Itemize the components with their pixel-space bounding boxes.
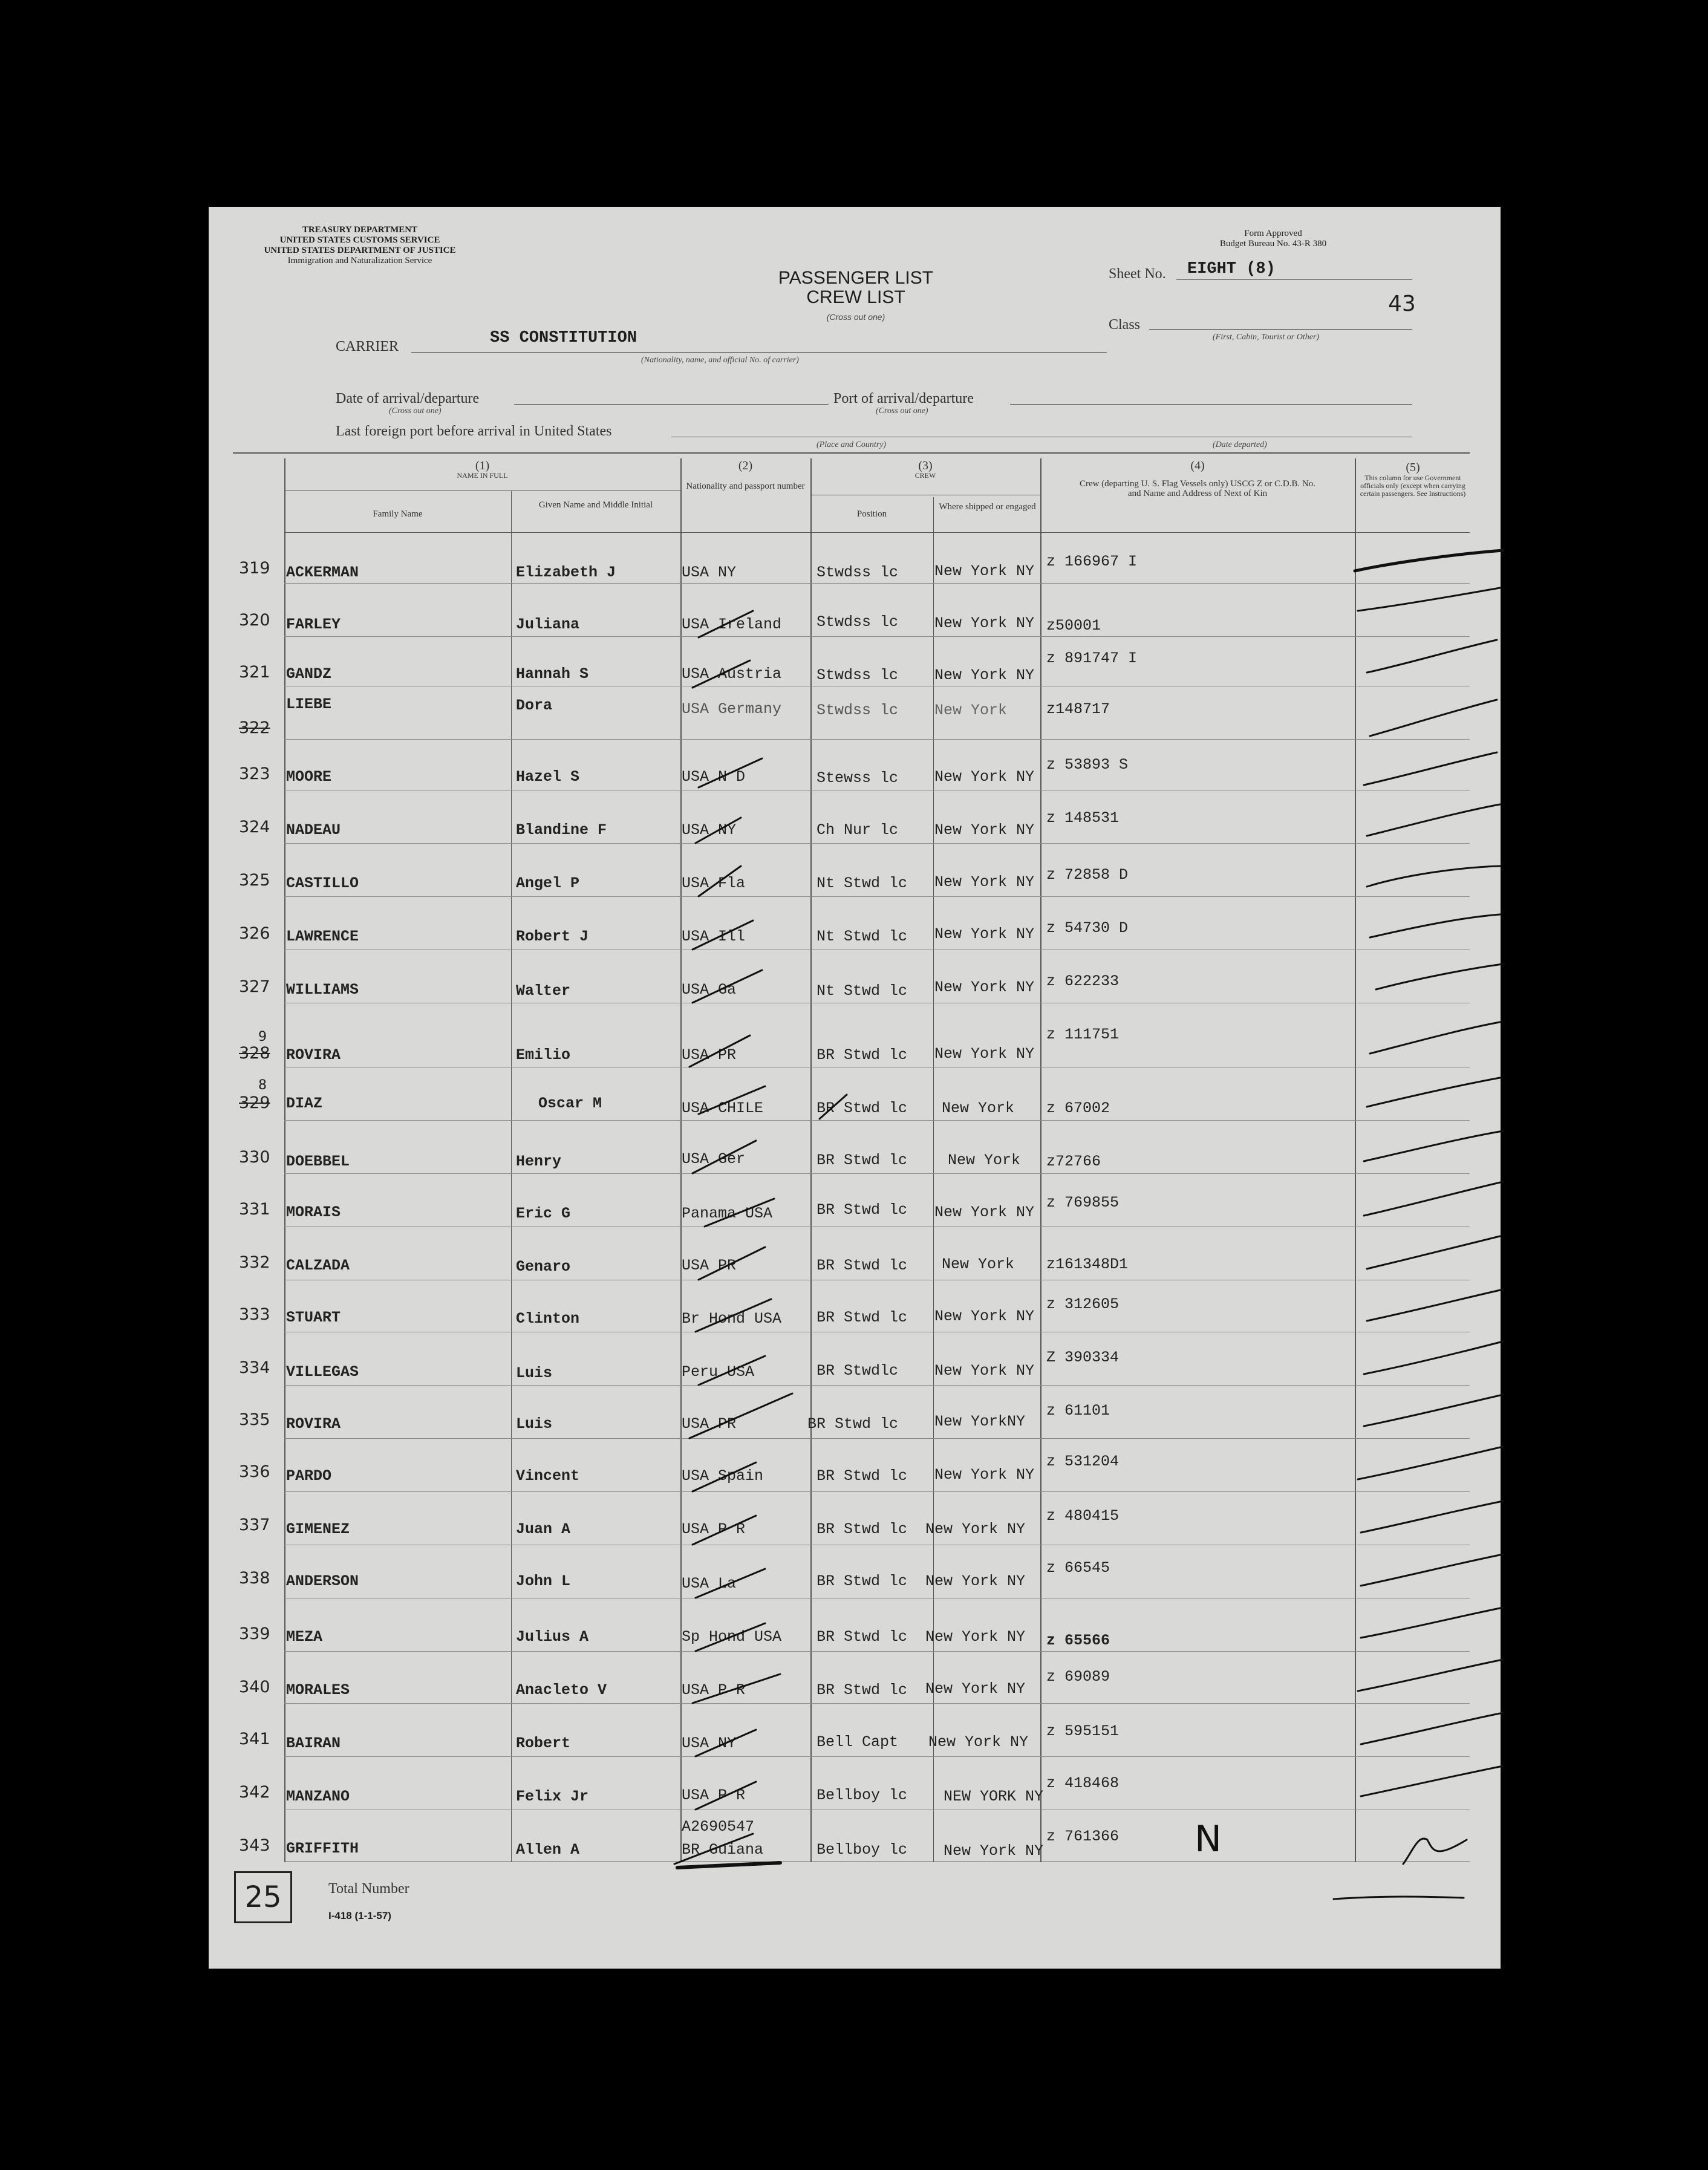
where-shipped: NEW YORK NY (944, 1788, 1044, 1805)
col4-title: Crew (departing U. S. Flag Vessels only) USCG Z or C.D.B. No. and Name and Address of Next of Kin (1079, 479, 1316, 498)
position: Stewss lc (817, 769, 899, 787)
where-shipped: New York NY (934, 666, 1035, 684)
position: Nt Stwd lc (817, 875, 908, 892)
col1-number: (1) (475, 459, 490, 472)
strike-mark (674, 1834, 753, 1864)
strike-mark (699, 1247, 765, 1280)
check-mark (1367, 1236, 1500, 1269)
family-name: BAIRAN (286, 1735, 341, 1752)
nationality: USA Fla (682, 875, 746, 892)
row-number: 332 (239, 1253, 270, 1272)
family-name: GIMENEZ (286, 1520, 350, 1538)
position: Nt Stwd lc (817, 928, 908, 945)
given-name: Dora (516, 697, 553, 714)
crew-number: z 65566 (1046, 1632, 1110, 1649)
nationality: USA Spain (682, 1467, 764, 1485)
family-name: CASTILLO (286, 875, 359, 892)
crew-number: z 166967 I (1046, 553, 1138, 570)
position: BR Stwd lc (817, 1201, 908, 1219)
title-note: (Cross out one) (826, 312, 885, 322)
strike-mark (699, 611, 753, 637)
check-mark (1364, 1131, 1503, 1161)
where-shipped: New York NY (934, 925, 1035, 943)
given-name: Hannah S (516, 665, 589, 683)
position: Stwdss lc (817, 564, 899, 581)
family-name: MEZA (286, 1628, 323, 1646)
position: BR Stwd lc (817, 1520, 908, 1538)
position: BR Stwd lc (817, 1572, 908, 1590)
where-shipped: New York (948, 1152, 1021, 1169)
crew-number: z72766 (1046, 1153, 1101, 1170)
col4-number: (4) (1190, 459, 1205, 472)
given-name: Henry (516, 1153, 562, 1170)
agency-line: Immigration and Naturalization Service (287, 256, 432, 266)
where-shipped: New York NY (934, 562, 1035, 580)
crew-number: z 66545 (1046, 1559, 1110, 1577)
row-number: 333 (239, 1305, 270, 1324)
agency-line: UNITED STATES DEPARTMENT OF JUSTICE (264, 246, 456, 255)
position: Stwdss lc (817, 613, 899, 631)
crew-number: z 761366 (1046, 1828, 1120, 1845)
row-number: 340 (239, 1678, 270, 1696)
family-name: LIEBE (286, 696, 332, 713)
row-number: 328 (239, 1044, 270, 1063)
where-shipped: New York NY (934, 979, 1035, 996)
position: Nt Stwd lc (817, 982, 908, 1000)
strike-mark (699, 1356, 765, 1385)
given-name: Robert J (516, 928, 589, 945)
strike-mark (705, 1199, 774, 1227)
family-name: ACKERMAN (286, 564, 359, 581)
row-number: 341 (239, 1730, 270, 1748)
last-port-label: Last foreign port before arrival in United States (336, 423, 612, 439)
row-number: 336 (239, 1462, 270, 1481)
family-name: PARDO (286, 1467, 332, 1485)
given-name: Allen A (516, 1841, 580, 1859)
given-name: Elizabeth J (516, 564, 616, 581)
family-name: LAWRENCE (286, 928, 359, 945)
crew-number: z50001 (1046, 617, 1101, 634)
passport-number: A2690547 (682, 1818, 755, 1836)
position: Stwdss lc (817, 702, 899, 719)
form-id: I-418 (1-1-57) (328, 1910, 391, 1921)
position: Bellboy lc (817, 1787, 908, 1804)
row-number: 323 (239, 764, 270, 783)
check-mark (1358, 1660, 1503, 1691)
crew-number: z 148531 (1046, 809, 1120, 827)
given-name: Julius A (516, 1628, 589, 1646)
strike-mark (699, 758, 762, 787)
check-mark (1364, 1182, 1503, 1216)
row-number: 324 (239, 818, 270, 836)
given-name: Oscar M (538, 1095, 602, 1112)
sheet-label: Sheet No. (1109, 266, 1166, 282)
family-name: ROVIRA (286, 1415, 341, 1433)
agency-line: UNITED STATES CUSTOMS SERVICE (279, 235, 440, 245)
row-number: 326 (239, 924, 270, 943)
document-page (209, 207, 1501, 1969)
family-name: GANDZ (286, 665, 332, 683)
position: Ch Nur lc (817, 821, 899, 839)
family-name: MOORE (286, 768, 332, 786)
where-shipped: New York NY (934, 1466, 1035, 1484)
nationality: USA N D (682, 768, 746, 786)
where-shipped: New York NY (934, 1045, 1035, 1063)
position: BR Stwd lc (817, 1152, 908, 1169)
strike-mark (699, 866, 741, 896)
where-shipped: New York NY (928, 1733, 1029, 1751)
strike-mark (693, 1674, 780, 1703)
position: Bell Capt (817, 1733, 899, 1751)
given-header-text: Given Name and Middle Initial (538, 500, 653, 510)
carrier-note: (Nationality, name, and official No. of carrier) (641, 356, 799, 365)
crew-number: z 480415 (1046, 1507, 1120, 1525)
where-shipped: New York NY (944, 1842, 1044, 1860)
nationality: USA P R (682, 1787, 746, 1804)
title-passenger-list: PASSENGER LIST (778, 268, 934, 288)
check-mark (1376, 964, 1503, 989)
given-name: Juliana (516, 616, 580, 633)
row-number: 338 (239, 1569, 270, 1588)
total-number-value: 25 (244, 1880, 282, 1914)
given-name: Angel P (516, 875, 580, 892)
date-label: Date of arrival/departure (336, 391, 480, 406)
check-mark (1367, 1289, 1503, 1321)
nationality-strike-marks (674, 611, 847, 1868)
where-shipped: New York (934, 702, 1008, 719)
nationality: USA PR (682, 1415, 737, 1433)
crew-number: z161348D1 (1046, 1256, 1129, 1273)
row-renumber: 9 (258, 1029, 267, 1044)
nationality: USA Austria (682, 665, 782, 683)
check-mark (1361, 1713, 1503, 1744)
family-name: VILLEGAS (286, 1363, 359, 1381)
row-renumber: 8 (258, 1078, 267, 1093)
nationality: Sp Hond USA (682, 1628, 782, 1646)
given-name: Luis (516, 1415, 553, 1433)
position: BR Stwdlc (817, 1362, 899, 1380)
where-shipped: New York NY (925, 1680, 1026, 1698)
crew-number: z 61101 (1046, 1402, 1110, 1419)
where-shipped: New York NY (925, 1628, 1026, 1646)
where-shipped: New YorkNY (934, 1413, 1026, 1430)
nationality: Peru USA (682, 1363, 755, 1381)
row-number: 335 (239, 1410, 270, 1429)
nationality: Br Hond USA (682, 1310, 782, 1328)
carrier-value: SS CONSTITUTION (490, 329, 637, 347)
where-shipped: New York NY (934, 1362, 1035, 1380)
col1-title: NAME IN FULL (457, 471, 508, 480)
given-name: Felix Jr (516, 1788, 589, 1805)
nationality: USA P R (682, 1681, 746, 1699)
crew-number: z 72858 D (1046, 866, 1129, 884)
family-name: GRIFFITH (286, 1840, 359, 1857)
check-mark (1367, 804, 1500, 836)
row-number: 339 (239, 1624, 270, 1643)
date-note: (Cross out one) (389, 406, 442, 415)
family-name: STUART (286, 1309, 341, 1326)
position: BR Stwd lc (817, 1628, 908, 1646)
where-shipped: New York NY (934, 768, 1035, 786)
position: BR Stwd lc (817, 1257, 908, 1274)
check-mark (1370, 1022, 1500, 1054)
given-name: Hazel S (516, 768, 580, 786)
given-name: Luis (516, 1364, 553, 1382)
crew-number: z 69089 (1046, 1668, 1110, 1686)
check-mark (1361, 1608, 1503, 1638)
strike-mark (677, 1863, 780, 1868)
nationality: USA Ill (682, 928, 746, 945)
strike-mark (693, 1141, 756, 1173)
strike-mark (693, 1462, 756, 1491)
handwritten-n-mark: N (1195, 1818, 1222, 1860)
family-name: ANDERSON (286, 1572, 359, 1590)
handwritten-strokes (209, 207, 1501, 1969)
given-name: Blandine F (516, 821, 607, 839)
row-number: 337 (239, 1516, 270, 1534)
col5-title: This column for use Government officials only (except when carrying certain passengers. See Instructions) (1360, 474, 1466, 498)
family-name: MORAIS (286, 1204, 341, 1221)
crew-number: z 531204 (1046, 1453, 1120, 1470)
family-name: CALZADA (286, 1257, 350, 1274)
check-mark (1361, 1554, 1503, 1586)
form-approved-line: Form Approved (1244, 229, 1302, 238)
where-shipped: New York NY (925, 1572, 1026, 1590)
check-mark (1364, 1341, 1503, 1374)
row-number: 343 (239, 1836, 270, 1855)
col5-check-marks (1334, 550, 1503, 1899)
crew-number: z 111751 (1046, 1026, 1120, 1043)
sheet-value: EIGHT (8) (1187, 260, 1276, 278)
check-mark (1355, 550, 1503, 571)
crew-number: z 891747 I (1046, 650, 1138, 667)
nationality: USA La (682, 1575, 737, 1592)
position: BR Stwd lc (817, 1467, 908, 1485)
col2-number: (2) (738, 459, 753, 472)
strike-mark (689, 1393, 792, 1438)
title-crew-list: CREW LIST (806, 287, 905, 307)
family-name: NADEAU (286, 821, 341, 839)
family-name: DIAZ (286, 1095, 323, 1112)
nationality-header: Nationality and passport number (686, 481, 805, 491)
page-number: 43 (1388, 292, 1416, 316)
row-number: 322 (239, 718, 270, 737)
where-shipped: New York (942, 1256, 1015, 1273)
family-name: WILLIAMS (286, 981, 359, 999)
nationality: USA Ireland (682, 616, 782, 633)
agency-line: TREASURY DEPARTMENT (302, 225, 418, 235)
where-shipped: New York NY (934, 1204, 1035, 1221)
row-number: 331 (239, 1200, 270, 1219)
form-approved-line: Budget Bureau No. 43-R 380 (1219, 239, 1327, 249)
crew-number: z148717 (1046, 700, 1110, 718)
check-mark (1364, 752, 1497, 785)
strike-mark (699, 1086, 765, 1114)
given-name: Eric G (516, 1205, 571, 1222)
nationality: USA NY (682, 821, 737, 839)
strike-mark (696, 1623, 765, 1651)
where-header-text: Where shipped or engaged (939, 502, 1036, 512)
family-name: MORALES (286, 1681, 350, 1699)
where-shipped: New York NY (934, 821, 1035, 839)
check-mark (1367, 640, 1497, 673)
position: BR Stwd lc (817, 1046, 908, 1064)
strike-mark (693, 660, 750, 688)
given-name: John L (516, 1572, 571, 1590)
check-mark (1367, 1078, 1500, 1107)
strike-mark (693, 970, 762, 1003)
check-mark (1403, 1839, 1467, 1864)
row-number: 334 (239, 1358, 270, 1377)
row-number: 320 (239, 611, 270, 630)
crew-number: z 53893 S (1046, 756, 1129, 774)
crew-number: z 54730 D (1046, 919, 1129, 937)
where-shipped: New York NY (934, 614, 1035, 632)
check-mark (1364, 1395, 1503, 1426)
position: BR Stwd lc (817, 1681, 908, 1699)
given-name: Juan A (516, 1520, 571, 1538)
where-shipped: New York (942, 1100, 1015, 1117)
nationality: USA Ger (682, 1150, 746, 1168)
family-header: Family Name (373, 509, 423, 519)
where-shipped: New York NY (934, 873, 1035, 891)
crew-number: Z 390334 (1046, 1349, 1120, 1366)
col3-title: CREW (914, 471, 936, 480)
family-name: MANZANO (286, 1788, 350, 1805)
position: BR Stwd lc (807, 1415, 899, 1433)
given-name: Vincent (516, 1467, 580, 1485)
total-number-label: Total Number (328, 1881, 409, 1897)
row-number: 325 (239, 871, 270, 890)
position: BR Stwd lc (817, 1309, 908, 1326)
crew-number: z 312605 (1046, 1295, 1120, 1313)
total-underline-mark (1334, 1897, 1464, 1899)
check-mark (1358, 588, 1500, 611)
strike-mark (693, 1516, 756, 1545)
given-name: Walter (516, 982, 571, 1000)
crew-number: z 418468 (1046, 1774, 1120, 1792)
nationality: BR Guiana (682, 1841, 764, 1859)
nationality: USA NY (682, 564, 737, 581)
given-name: Emilio (516, 1046, 571, 1064)
nationality: Panama USA (682, 1205, 773, 1222)
carrier-label: CARRIER (336, 339, 399, 354)
class-note: (First, Cabin, Tourist or Other) (1213, 333, 1320, 342)
position: BR Stwd lc (817, 1100, 908, 1117)
row-number: 330 (239, 1148, 270, 1167)
nationality: USA PR (682, 1046, 737, 1064)
class-label: Class (1109, 317, 1141, 333)
check-mark (1370, 700, 1497, 736)
given-name: Anacleto V (516, 1681, 607, 1699)
strike-mark (689, 1035, 750, 1067)
strike-mark (696, 818, 741, 843)
crew-number: z 595151 (1046, 1722, 1120, 1740)
port-label: Port of arrival/departure (833, 391, 974, 406)
nationality: USA NY (682, 1735, 737, 1752)
strike-mark (693, 920, 753, 950)
place-note: (Place and Country) (817, 440, 887, 449)
check-mark (1370, 914, 1500, 937)
family-name: DOEBBEL (286, 1153, 350, 1170)
row-number: 321 (239, 663, 270, 682)
nationality: USA Ga (682, 981, 737, 999)
given-name: Clinton (516, 1310, 580, 1328)
where-shipped: New York NY (934, 1308, 1035, 1325)
total-number-box (234, 1871, 292, 1923)
check-mark (1367, 866, 1500, 887)
row-number: 319 (239, 559, 270, 578)
col3-number: (3) (918, 459, 933, 472)
strike-mark (820, 1095, 847, 1119)
strike-mark (696, 1782, 756, 1810)
crew-number: z 622233 (1046, 973, 1120, 990)
given-name: Robert (516, 1735, 571, 1752)
family-name: ROVIRA (286, 1046, 341, 1064)
strike-mark (696, 1730, 756, 1756)
position: Stwdss lc (817, 666, 899, 684)
where-shipped: New York NY (925, 1520, 1026, 1538)
row-number: 329 (239, 1093, 270, 1112)
position: Bellboy lc (817, 1841, 908, 1859)
strike-mark (696, 1299, 771, 1332)
nationality: USA Germany (682, 700, 782, 718)
row-number: 342 (239, 1783, 270, 1802)
port-note: (Cross out one) (876, 406, 928, 415)
date-departed-note: (Date departed) (1213, 440, 1267, 449)
row-number: 327 (239, 977, 270, 996)
nationality: USA CHILE (682, 1100, 764, 1117)
col5-number: (5) (1406, 461, 1420, 474)
position-header: Position (856, 509, 887, 519)
check-mark (1361, 1501, 1503, 1533)
nationality: USA P R (682, 1520, 746, 1538)
family-name: FARLEY (286, 616, 341, 633)
strike-mark (696, 1569, 765, 1598)
crew-number: z 67002 (1046, 1100, 1110, 1117)
crew-number: z 769855 (1046, 1194, 1120, 1211)
check-mark (1358, 1447, 1503, 1479)
given-name: Genaro (516, 1258, 571, 1276)
check-mark (1361, 1766, 1503, 1796)
nationality: USA PR (682, 1257, 737, 1274)
